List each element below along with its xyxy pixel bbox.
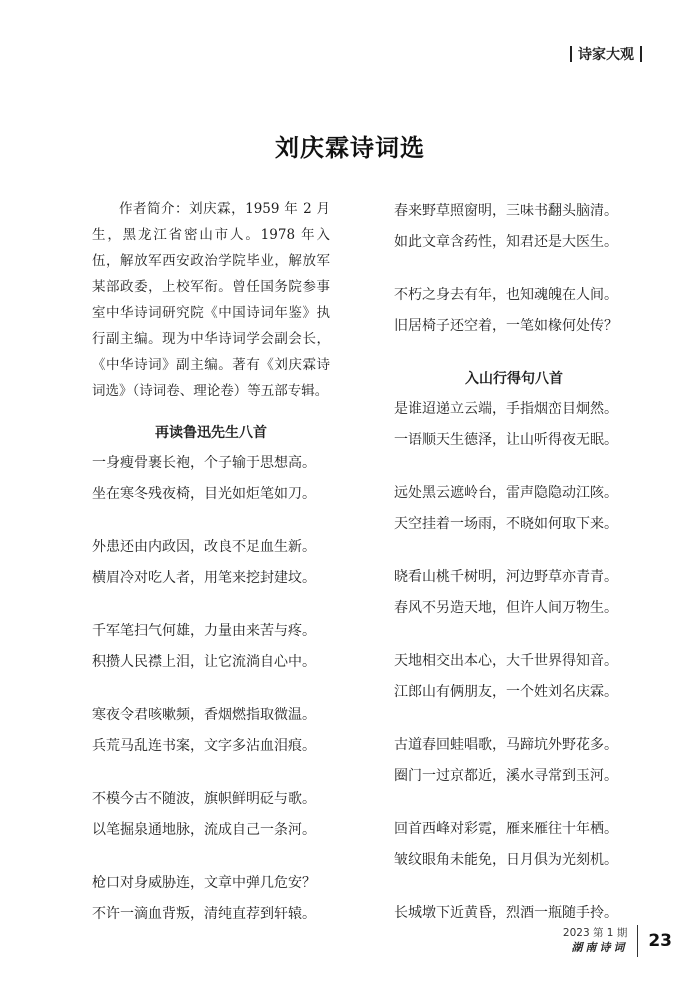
page-title: 刘庆霖诗词选 — [275, 133, 425, 162]
poem-line: 春风不另造天地，但许人间万物生。 — [394, 600, 618, 616]
stanza — [92, 448, 330, 510]
stanza — [92, 616, 330, 678]
page-footer — [563, 925, 672, 957]
section-tag-label: 诗家大观 — [578, 47, 634, 63]
footer-divider — [637, 925, 638, 957]
poem-line: 不许一滴血背叛，清纯直荐到轩辕。 — [92, 906, 316, 922]
poem-line: 天空挂着一场雨，不晓如何取下来。 — [394, 516, 618, 532]
poem-title-2: 入山行得句八首 — [465, 371, 563, 387]
journal-logo: 湖南诗词 — [571, 941, 628, 954]
stanza — [394, 478, 634, 540]
poem-line: 古道春回蛙唱歌，马蹄坑外野花多。 — [394, 737, 618, 753]
stanza — [394, 196, 634, 258]
poem-line: 晓看山桃千树明，河边野草亦青青。 — [394, 569, 618, 585]
poem-line: 皱纹眼角未能免，日月俱为光刻机。 — [394, 852, 618, 868]
left-column — [92, 196, 330, 930]
poem-1-continued — [394, 196, 634, 342]
poem-line: 如此文章含药性，知君还是大医生。 — [394, 234, 618, 250]
poem-line: 旧居椅子还空着，一笔如椽何处传？ — [394, 318, 618, 334]
section-tag-bar-left — [570, 46, 572, 62]
stanza — [394, 730, 634, 792]
poem-1-body — [92, 448, 330, 930]
poem-line: 坐在寒冬残夜椅，目光如炬笔如刀。 — [92, 486, 316, 502]
author-intro: 作者简介：刘庆霖，1959 年 2 月生，黑龙江省密山市人。1978 年入伍，解放军西安政治学院毕业，解放军某部政委，上校军衔。曾任国务院参事室中华诗词研究院《中国诗词年鉴》执行副主编。现为中华诗词学会副会长，《中华诗词》副主编。著有《刘庆霖诗词选》（诗词卷、理论卷）等五部专辑。 — [92, 201, 330, 399]
poem-line: 长城墩下近黄昏，烈酒一瓶随手拎。 — [394, 905, 618, 921]
stanza — [92, 532, 330, 594]
footer-info — [563, 926, 627, 956]
page-number: 23 — [648, 931, 672, 951]
poem-line: 外患还由内政因，改良不足血生新。 — [92, 539, 316, 555]
poem-line: 是谁迢递立云端，手指烟峦目炯然。 — [394, 401, 618, 417]
poem-line: 不朽之身去有年，也知魂魄在人间。 — [394, 287, 618, 303]
poem-line: 枪口对身威胁连，文章中弹几危安？ — [92, 875, 316, 891]
poem-title-1: 再读鲁迅先生八首 — [155, 425, 267, 441]
poem-line: 兵荒马乱连书案，文字多沾血泪痕。 — [92, 738, 316, 754]
poem-line: 千军笔扫气何雄，力量由来苦与疼。 — [92, 623, 316, 639]
issue-label: 2023 第 1 期 — [562, 927, 628, 939]
right-column — [394, 196, 634, 929]
poem-line: 天地相交出本心，大千世界得知音。 — [394, 653, 618, 669]
stanza — [394, 562, 634, 624]
stanza — [394, 814, 634, 876]
poem-line: 寒夜令君咳嗽频，香烟燃指取微温。 — [92, 707, 316, 723]
poem-line: 横眉冷对吃人者，用笔来挖封建坟。 — [92, 570, 316, 586]
section-tag — [570, 44, 642, 64]
poem-line: 一身瘦骨裹长袍，个子输于思想高。 — [92, 455, 316, 471]
poem-line: 以笔掘泉通地脉，流成自己一条河。 — [92, 822, 316, 838]
poem-line: 不模今古不随波，旗帜鲜明砭与歌。 — [92, 791, 316, 807]
poem-line: 江郎山有俩朋友，一个姓刘名庆霖。 — [394, 684, 618, 700]
stanza — [394, 646, 634, 708]
poem-line: 积攒人民襟上泪，让它流淌自心中。 — [92, 654, 316, 670]
poem-2-body — [394, 394, 634, 929]
section-tag-bar-right — [640, 46, 642, 62]
stanza — [92, 868, 330, 930]
poem-line: 回首西峰对彩霓，雁来雁往十年栖。 — [394, 821, 618, 837]
stanza — [92, 700, 330, 762]
poem-line: 圈门一过京都近，溪水寻常到玉河。 — [394, 768, 618, 784]
stanza — [394, 280, 634, 342]
stanza — [92, 784, 330, 846]
poem-line: 春来野草照窗明，三味书翻头脑清。 — [394, 203, 618, 219]
poem-line: 远处黑云遮岭台，雷声隐隐动江陔。 — [394, 485, 618, 501]
poem-line: 一语顺天生德泽，让山听得夜无眠。 — [394, 432, 618, 448]
stanza — [394, 394, 634, 456]
